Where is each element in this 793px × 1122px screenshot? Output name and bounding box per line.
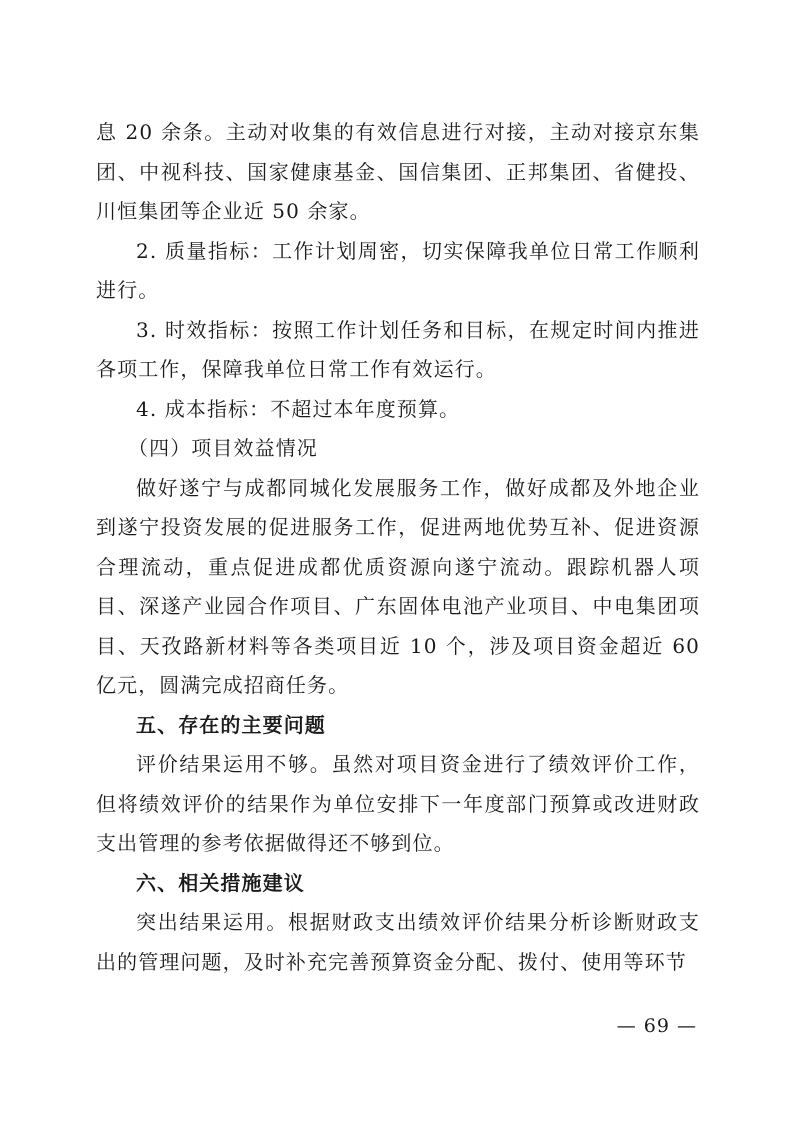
document-body (96, 113, 700, 982)
section-heading-suggestions: 六、相关措施建议 (136, 870, 305, 895)
section-heading-project-benefits: （四）项目效益情况 (128, 436, 318, 460)
paragraph-project-benefits: 做好遂宁与成都同城化发展服务工作，做好成都及外地企业到遂宁投资发展的促进服务工作，促进两地优势互补、促进资源合理流动，重点促进成都优质资源向遂宁流动。跟踪机器人项目、深遂产业园合作项目、广东固体电池产业项目、中电集团项目、天孜路新材料等各类项目近 10 个，涉及项目资金超近 60 亿元，圆满完成招商任务。 (96, 475, 700, 697)
paragraph-quality-indicator: 2. 质量指标：工作计划周密，切实保障我单位日常工作顺利进行。 (96, 238, 700, 302)
paragraph-timeliness-indicator: 3. 时效指标：按照工作计划任务和目标，在规定时间内推进各项工作，保障我单位日常工作有效运行。 (96, 317, 700, 381)
paragraph-main-problems: 评价结果运用不够。虽然对项目资金进行了绩效评价工作，但将绩效评价的结果作为单位安排下一年度部门预算或改进财政支出管理的参考依据做得还不够到位。 (96, 752, 700, 855)
paragraph-cost-indicator: 4. 成本指标：不超过本年度预算。 (136, 396, 461, 421)
paragraph-continued: 息 20 余条。主动对收集的有效信息进行对接，主动对接京东集团、中视科技、国家健康基金、国信集团、正邦集团、省健投、川恒集团等企业近 50 余家。 (96, 120, 700, 223)
section-heading-main-problems: 五、存在的主要问题 (136, 712, 326, 737)
paragraph-suggestions: 突出结果运用。根据财政支出绩效评价结果分析诊断财政支出的管理问题，及时补充完善预算资金分配、拨付、使用等环节 (96, 910, 700, 974)
page-number: — 69 — (616, 1015, 697, 1037)
